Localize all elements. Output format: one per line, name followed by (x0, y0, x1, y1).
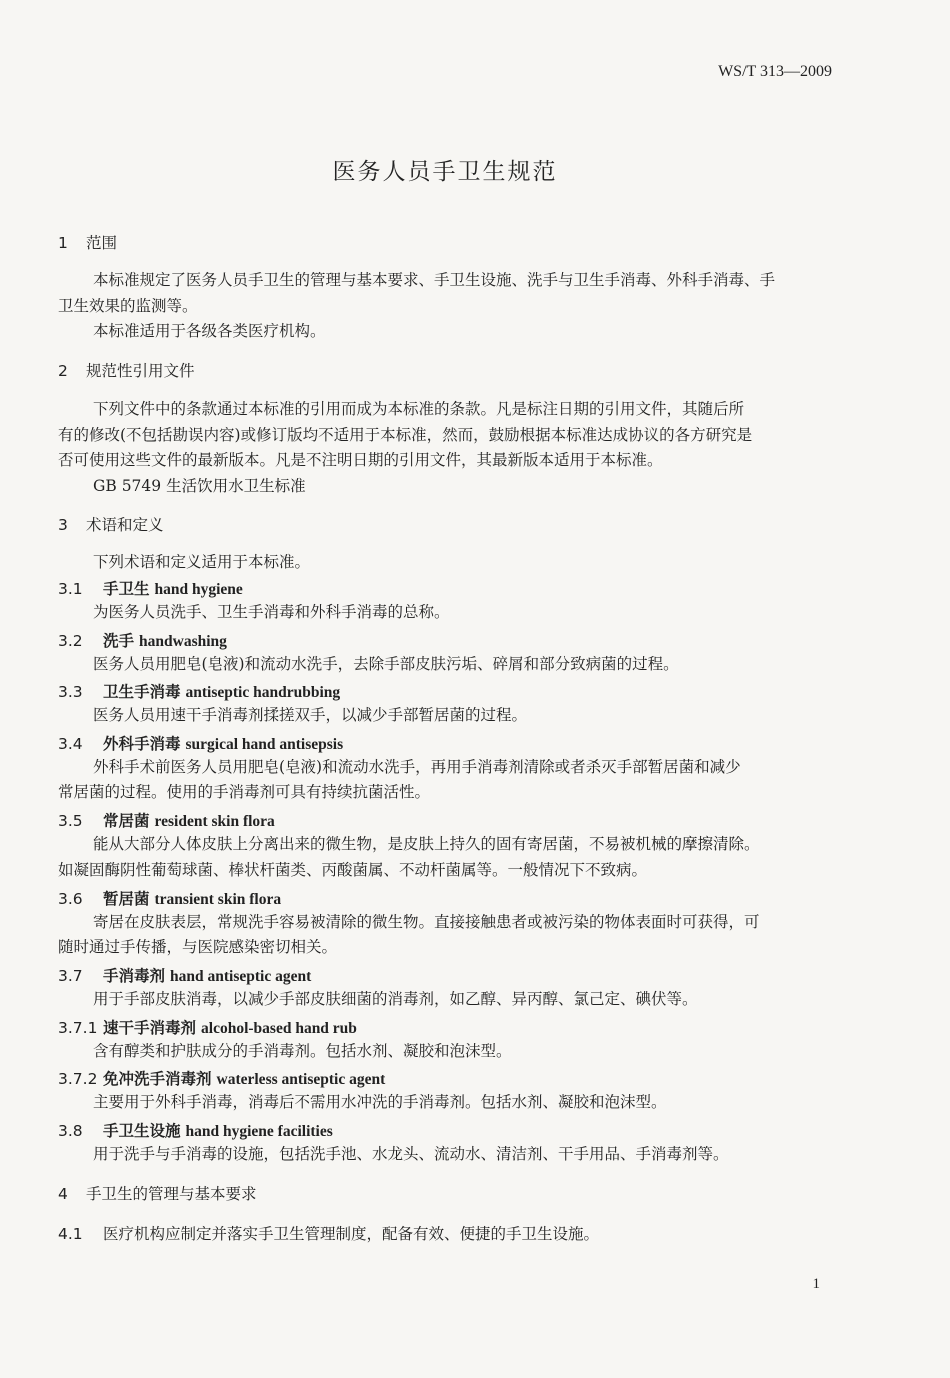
term-number: 3.8 (58, 1121, 83, 1140)
term-definition (58, 703, 832, 729)
paragraph (58, 550, 832, 576)
term-english: surgical hand antisepsis (185, 735, 344, 753)
page-number: 1 (812, 1276, 820, 1292)
term-heading (58, 1016, 357, 1038)
term-english: hand hygiene (154, 581, 243, 598)
section-heading-1 (58, 231, 117, 253)
term-definition (58, 1039, 832, 1065)
text-line: 本标准适用于各级各类医疗机构。 (93, 322, 326, 341)
term-definition (58, 987, 832, 1013)
section-title: 范围 (86, 234, 118, 252)
term-heading (58, 1067, 385, 1089)
text-line: 有的修改(不包括勘误内容)或修订版均不适用于本标准，然而，鼓励根据本标准达成协议的各方研究是 (58, 425, 753, 444)
term-english: handwashing (139, 632, 227, 650)
text-line: 主要用于外科手消毒，消毒后不需用水冲洗的手消毒剂。包括水剂、凝胶和泡沫型。 (93, 1093, 667, 1112)
term-number: 3.3 (58, 683, 83, 702)
term-chinese: 手卫生设施 (103, 1121, 181, 1140)
term-english: transient skin flora (154, 890, 282, 908)
standard-number: WS/T 313—2009 (718, 63, 832, 80)
text-line: 用于洗手与手消毒的设施，包括洗手池、水龙头、流动水、清洁剂、干手用品、手消毒剂等。 (93, 1144, 729, 1163)
term-number: 3.1 (58, 580, 83, 598)
text-line: 外科手术前医务人员用肥皂(皂液)和流动水洗手，再用手消毒剂清除或者杀灭手部暂居菌和减少 (93, 757, 741, 776)
text-line: 能从大部分人体皮肤上分离出来的微生物，是皮肤上持久的固有寄居菌，不易被机械的摩擦清除。 (93, 835, 760, 854)
section-number: 1 (58, 234, 68, 252)
term-definition (58, 1090, 832, 1116)
term-english: hand hygiene facilities (185, 1122, 333, 1140)
term-english: resident skin flora (154, 813, 275, 831)
term-number: 3.2 (58, 631, 83, 650)
term-english: waterless antiseptic agent (216, 1071, 386, 1089)
term-chinese: 常居菌 (103, 812, 150, 831)
section-title: 手卫生的管理与基本要求 (86, 1185, 257, 1203)
term-definition (58, 910, 832, 961)
text-line: GB 5749 生活饮用水卫生标准 (93, 476, 306, 495)
term-chinese: 速干手消毒剂 (103, 1018, 197, 1037)
term-chinese: 免冲洗手消毒剂 (103, 1070, 212, 1089)
term-heading (58, 577, 243, 599)
term-chinese: 卫生手消毒 (103, 683, 181, 702)
text-line: 否可使用这些文件的最新版本。凡是不注明日期的引用文件，其最新版本适用于本标准。 (58, 451, 663, 470)
document-title: 医务人员手卫生规范 (332, 159, 558, 185)
term-number: 3.4 (58, 734, 83, 753)
clause-number: 4.1 (58, 1225, 83, 1243)
term-english: antiseptic handrubbing (185, 684, 341, 702)
term-number: 3.7.1 (58, 1018, 98, 1037)
text-line: 本标准规定了医务人员手卫生的管理与基本要求、手卫生设施、洗手与卫生手消毒、外科手消毒、手 (93, 271, 776, 289)
term-heading (58, 629, 227, 651)
text-line: 如凝固酶阴性葡萄球菌、棒状杆菌类、丙酸菌属、不动杆菌属等。一般情况下不致病。 (58, 860, 648, 879)
term-chinese: 外科手消毒 (103, 734, 181, 753)
section-title: 规范性引用文件 (86, 362, 195, 380)
term-definition (58, 652, 832, 678)
term-chinese: 洗手 (103, 631, 135, 650)
text-line: 为医务人员洗手、卫生手消毒和外科手消毒的总称。 (93, 603, 450, 621)
term-definition (58, 832, 832, 883)
text-line: 卫生效果的监测等。 (58, 296, 198, 315)
section-number: 4 (58, 1185, 68, 1203)
term-chinese: 暂居菌 (103, 889, 150, 908)
section-heading-3 (58, 513, 164, 535)
term-number: 3.6 (58, 889, 83, 908)
paragraph (58, 268, 832, 345)
text-line: 寄居在皮肤表层，常规洗手容易被清除的微生物。直接接触患者或被污染的物体表面时可获得，可 (93, 912, 760, 931)
text-line: 用于手部皮肤消毒，以减少手部皮肤细菌的消毒剂，如乙醇、异丙醇、氯己定、碘伏等。 (93, 990, 698, 1008)
section-title: 术语和定义 (86, 516, 164, 534)
text-line: 医务人员用肥皂(皂液)和流动水洗手，去除手部皮肤污垢、碎屑和部分致病菌的过程。 (93, 654, 679, 673)
section-number: 2 (58, 362, 68, 380)
term-number: 3.7.2 (58, 1070, 98, 1089)
paragraph (58, 397, 832, 499)
term-chinese: 手消毒剂 (103, 967, 166, 985)
text-line: 常居菌的过程。使用的手消毒剂可具有持续抗菌活性。 (58, 783, 431, 802)
term-english: hand antiseptic agent (170, 968, 312, 985)
term-definition (58, 755, 832, 806)
section-heading-4 (58, 1182, 257, 1204)
term-definition (58, 1142, 832, 1168)
text-line: 下列文件中的条款通过本标准的引用而成为本标准的条款。凡是标注日期的引用文件，其随后所 (93, 400, 745, 418)
term-number: 3.5 (58, 812, 83, 831)
text-line: 医务人员用速干手消毒剂揉搓双手，以减少手部暂居菌的过程。 (93, 706, 528, 725)
term-chinese: 手卫生 (103, 580, 150, 598)
section-number: 3 (58, 516, 68, 534)
text-line: 含有醇类和护肤成分的手消毒剂。包括水剂、凝胶和泡沫型。 (93, 1041, 512, 1060)
term-number: 3.7 (58, 967, 83, 985)
section-heading-2 (58, 359, 195, 381)
clause-text: 医疗机构应制定并落实手卫生管理制度，配备有效、便捷的手卫生设施。 (103, 1225, 600, 1243)
term-heading (58, 964, 311, 986)
term-heading (58, 887, 281, 909)
text-line: 随时通过手传播，与医院感染密切相关。 (58, 938, 338, 957)
term-english: alcohol-based hand rub (201, 1019, 357, 1037)
term-heading (58, 809, 275, 831)
term-heading (58, 680, 340, 702)
clause-4-1 (58, 1222, 599, 1244)
term-heading (58, 732, 343, 754)
term-definition (58, 600, 832, 626)
term-heading (58, 1119, 333, 1141)
text-line: 下列术语和定义适用于本标准。 (93, 553, 311, 571)
